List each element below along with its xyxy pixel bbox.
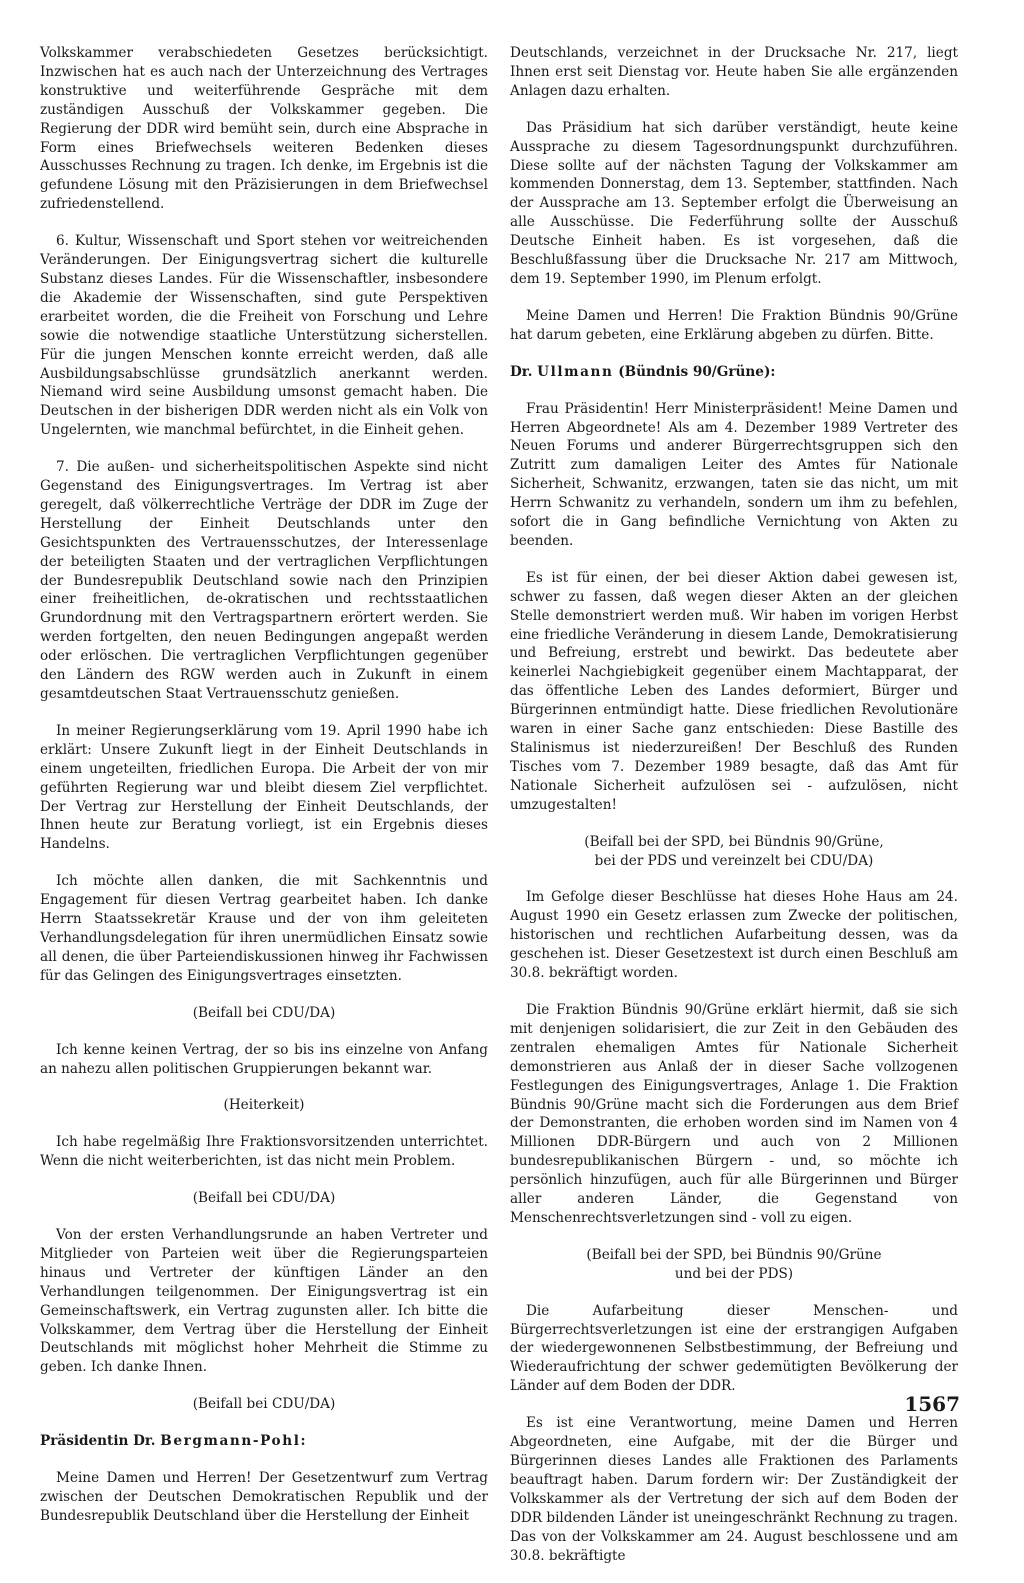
paragraph: Ich möchte allen danken, die mit Sachkenntnis und Engagement für diesen Vertrag gearbeitet haben. Ich danke Herrn Staatssekretär Krause und der von ihm geleiteten Verhandlungsdelegation für ihren unermüdlichen Einsatz sowie all denen, die über Parteiendiskussionen hinweg ihr Fachwissen für das Gelingen des Einigungsvertrages einsetzten. bbox=[40, 873, 488, 984]
paragraph: Deutschlands, verzeichnet in der Drucksache Nr. 217, liegt Ihnen erst seit Dienstag vor. Heute haben Sie alle ergänzenden Anlagen dazu erhalten. bbox=[510, 45, 958, 99]
reaction-line: (Beifall bei der SPD, bei Bündnis 90/Grüne bbox=[586, 1246, 882, 1263]
left-column bbox=[40, 44, 488, 1544]
paragraph: Ich habe regelmäßig Ihre Fraktionsvorsitzenden unterrichtet. Wenn die nicht weiterberichten, ist das nicht mein Problem. bbox=[40, 1134, 488, 1170]
speaker-heading bbox=[40, 1432, 488, 1451]
reaction-note: (Beifall bei CDU/DA) bbox=[192, 1396, 336, 1413]
paragraph: Im Gefolge dieser Beschlüsse hat dieses Hohe Haus am 24. August 1990 ein Gesetz erlassen zum Zwecke der politischen, historischen und rechtlichen Aufarbeitung dessen, was da geschehen ist. Dieser Gesetzestext ist durch einen Beschluß am 30.8. bekräftigt worden. bbox=[510, 889, 958, 982]
speaker-heading bbox=[510, 363, 958, 382]
paragraph: Die Fraktion Bündnis 90/Grüne erklärt hiermit, daß sie sich mit denjenigen solidarisiert, die zur Zeit in den Gebäuden des zentralen ehemaligen Amtes für Nationale Sicherheit demonstrieren aus Anlaß der in dieser Sache vollzogenen Festlegungen des Einigungsvertrages, Anlage 1. Die Fraktion Bündnis 90/Grüne macht sich die Forderungen aus dem Brief der Demonstranten, die erhoben worden sind im Namen von 4 Millionen DDR-Bürgern und auch von 2 Millionen bundesrepublikanischen Bürgern - und, so möchte ich persönlich hinzufügen, auch für alle Bürgerinnen und Bürger aller anderen Länder, die Gegenstand von Menschenrechtsverletzungen sind - voll zu eigen. bbox=[510, 1001, 958, 1226]
paragraph: 6. Kultur, Wissenschaft und Sport stehen vor weitreichenden Veränderungen. Der Einigungsvertrag sichert die kulturelle Substanz dieses Landes. Für die Wissenschaftler, insbesondere die Akademie der Wissenschaften, sind gute Perspektiven erarbeitet worden, die die Freiheit von Forschung und Lehre sowie die notwendige staatliche Unterstützung sicherstellen. Für die jungen Menschen konnte erreicht werden, daß alle Ausbildungsabschlüsse grundsätzlich anerkannt werden. Niemand wird seine Ausbildung umsonst gemacht haben. Die Deutschen in der bisherigen DDR werden nicht als ein Volk von Ungelernten, wie manchmal befürchtet, in die Einheit gehen. bbox=[40, 233, 488, 439]
paragraph: Volkskammer verabschiedeten Gesetzes berücksichtigt. Inzwischen hat es auch nach der Unterzeichnung des Vertrages konstruktive und weiterführende Gespräche mit dem zuständigen Ausschuß der Volkskammer gegeben. Die Regierung der DDR wird bemüht sein, durch eine Absprache in Form eines Briefwechsels weiteren Bedenken dieses Ausschusses Rechnung zu tragen. Ich denke, im Ergebnis ist die gefundene Lösung mit den Präzisierungen in dem Briefwechsel zufriedenstellend. bbox=[40, 45, 488, 213]
paragraph: Ich kenne keinen Vertrag, der so bis ins einzelne von Anfang an nahezu allen politischen Gruppierungen bekannt war. bbox=[40, 1041, 488, 1077]
paragraph: Das Präsidium hat sich darüber verständigt, heute keine Aussprache zu diesem Tagesordnungspunkt durchzuführen. Diese sollte auf der nächsten Tagung der Volkskammer am kommenden Donnerstag, dem 13. September, stattfinden. Nach der Aussprache am 13. September erfolgt die Überweisung an alle Ausschüsse. Die Federführung sollte der Ausschuß Deutsche Einheit haben. Es ist vorgesehen, daß die Beschlußfassung über die Drucksache Nr. 217 am Mittwoch, dem 19. September 1990, im Plenum erfolgt. bbox=[510, 119, 958, 287]
speaker-name: Ullmann bbox=[537, 363, 614, 380]
reaction-note bbox=[510, 833, 958, 871]
reaction-line: und bei der PDS) bbox=[674, 1265, 794, 1282]
paragraph: Frau Präsidentin! Herr Ministerpräsident! Meine Damen und Herren Abgeordnete! Als am 4. Dezember 1989 Vertreter des Neuen Forums und anderer Bürgerrechtsgruppen sich den Zutritt zum damaligen Leiter des Amtes für Nationale Sicherheit, Schwanitz, erzwangen, taten sie das nicht, um mit Herrn Schwanitz zu verhandeln, sondern um ihm zu befehlen, sofort die in Gang befindliche Vernichtung von Akten zu beenden. bbox=[510, 400, 958, 549]
right-column bbox=[510, 44, 958, 1583]
speaker-prefix: Präsidentin Dr. bbox=[40, 1433, 161, 1450]
paragraph: Es ist eine Verantwortung, meine Damen und Herren Abgeordneten, eine Aufgabe, mit der die Bürger und Bürgerinnen dieses Landes alle Fraktionen des Parlaments beauftragt haben. Darum fordern wir: Der Zuständigkeit der Volkskammer als der Vertretung der sich auf dem Boden der DDR bildenden Länder ist uneingeschränkt Rechnung zu tragen. Das von der Volkskammer am 24. August beschlossene und am 30.8. bekräftigte bbox=[510, 1415, 958, 1564]
paragraph: Von der ersten Verhandlungsrunde an haben Vertreter und Mitglieder von Parteien weit über die Regierungsparteien hinaus und Vertreter der künftigen Länder an den Verhandlungen teilgenommen. Der Einigungsvertrag ist ein Gemeinschaftswerk, ein Vertrag zugunsten aller. Ich bitte die Volkskammer, dem Vertrag über die Herstellung der Einheit Deutschlands mit möglichst hoher Mehrheit die Stimme zu geben. Ich danke Ihnen. bbox=[40, 1227, 488, 1376]
reaction-note: (Heiterkeit) bbox=[223, 1097, 305, 1114]
speaker-suffix: (Bündnis 90/Grüne): bbox=[613, 363, 776, 380]
reaction-note bbox=[510, 1246, 958, 1284]
reaction-note: (Beifall bei CDU/DA) bbox=[192, 1190, 336, 1207]
paragraph: Die Aufarbeitung dieser Menschen- und Bürgerrechtsverletzungen ist eine der erstrangigen Aufgaben der wiedergewonnenen Selbstbestimmung, der Befreiung und Wiederaufrichtung der schwer gedemütigten Bevölkerung der Länder auf dem Boden der DDR. bbox=[510, 1302, 958, 1395]
reaction-note: (Beifall bei CDU/DA) bbox=[192, 1004, 336, 1021]
paragraph: Meine Damen und Herren! Die Fraktion Bündnis 90/Grüne hat darum gebeten, eine Erklärung abgeben zu dürfen. Bitte. bbox=[510, 307, 958, 343]
reaction-line: bei der PDS und vereinzelt bei CDU/DA) bbox=[594, 852, 874, 869]
speaker-name: Bergmann-Pohl: bbox=[160, 1433, 308, 1450]
paragraph: In meiner Regierungserklärung vom 19. April 1990 habe ich erklärt: Unsere Zukunft liegt in der Einheit Deutschlands in einem ungeteilten, friedlichen Europa. Die Arbeit der von mir geführten Regierung war und bleibt diesem Ziel verpflichtet. Der Vertrag zur Herstellung der Einheit Deutschlands, der Ihnen heute zur Beratung vorliegt, ist ein Ergebnis dieses Handelns. bbox=[40, 722, 488, 853]
paragraph: Es ist für einen, der bei dieser Aktion dabei gewesen ist, schwer zu fassen, daß wegen dieser Akten an der gleichen Stelle demonstriert werden muß. Wir haben im vorigen Herbst eine friedliche Veränderung in diesem Lande, Demokratisierung und Befreiung, erstrebt und bewirkt. Das bedeutete aber keinerlei Nachgiebigkeit gegenüber einem Machtapparat, der das öffentliche Leben des Landes deformiert, Bürger und Bürgerinnen entmündigt hatte. Diese friedlichen Revolutionäre waren in einer Sache ganz entschieden: Diese Bastille des Stalinismus ist niederzureißen! Der Beschluß des Runden Tisches vom 7. Dezember 1989 besagte, daß das Amt für Nationale Sicherheit aufzulösen sei - aufzulösen, nicht umzugestalten! bbox=[510, 569, 958, 813]
paragraph: Meine Damen und Herren! Der Gesetzentwurf zum Vertrag zwischen der Deutschen Demokratischen Republik und der Bundesrepublik Deutschland über die Herstellung der Einheit bbox=[40, 1470, 488, 1524]
reaction-line: (Beifall bei der SPD, bei Bündnis 90/Grüne, bbox=[584, 833, 884, 850]
speaker-prefix: Dr. bbox=[510, 363, 538, 380]
paragraph: 7. Die außen- und sicherheitspolitischen Aspekte sind nicht Gegenstand des Einigungsvertrages. Im Vertrag ist aber geregelt, daß völkerrechtliche Verträge der DDR im Zuge der Herstellung der Einheit Deutschlands unter den Gesichtspunkten des Vertrauensschutzes, der Interessenlage der beteiligten Staaten und der vertraglichen Verpflichtungen der Bundesrepublik Deutschland sowie nach den Prinzipien einer freiheitlichen, de-okratischen und rechtsstaatlichen Grundordnung mit den Vertragspartnern erörtert werden. Sie werden fortgelten, den neuen Bedingungen angepaßt werden oder erlöschen. Die vertraglichen Verpflichtungen gegenüber den Ländern des RGW werden auch in Zukunft in einem gesamtdeutschen Staat Vertrauensschutz genießen. bbox=[40, 459, 488, 702]
page-number: 1567 bbox=[904, 1392, 960, 1416]
